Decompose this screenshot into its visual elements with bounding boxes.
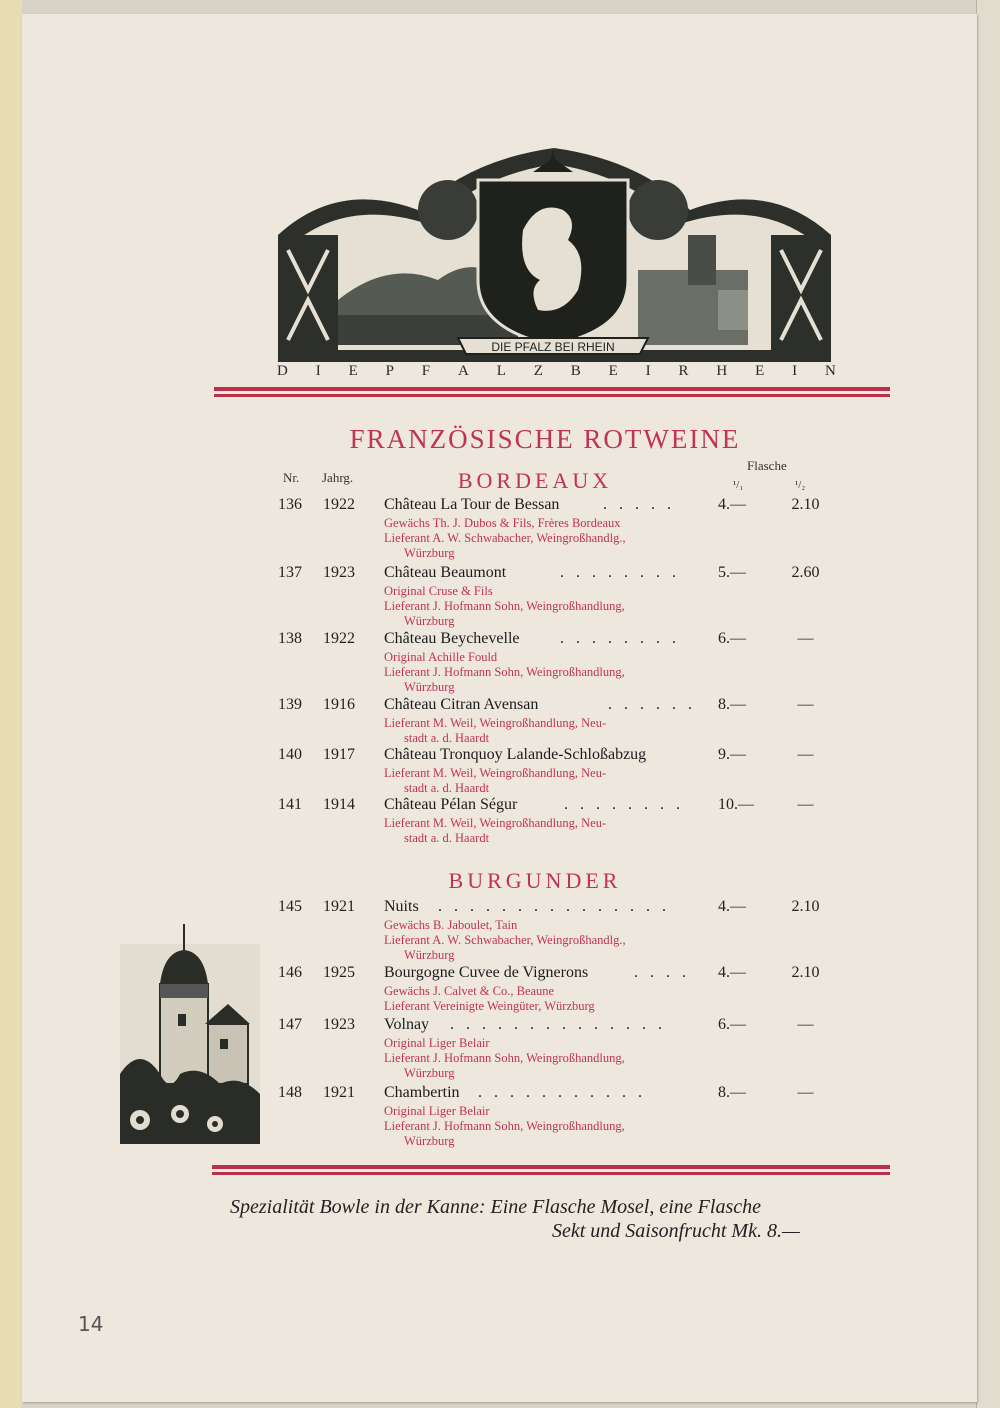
price-half-bottle: 2.10 bbox=[791, 898, 820, 915]
wine-details bbox=[384, 984, 595, 1014]
wine-name: Bourgogne Cuvee de Vignerons bbox=[384, 964, 589, 981]
wine-number: 140 bbox=[278, 746, 302, 763]
price-half-bottle: — bbox=[797, 796, 814, 813]
price-half-bottle: 2.60 bbox=[791, 564, 820, 581]
wine-details bbox=[384, 918, 626, 963]
price-half-bottle: — bbox=[797, 696, 814, 713]
wine-details bbox=[384, 650, 625, 695]
pfalz-caption bbox=[277, 363, 837, 383]
detail-line: Lieferant J. Hofmann Sohn, Weingroßhandlung, bbox=[384, 1119, 625, 1133]
detail-line: Lieferant Vereinigte Weingüter, Würzburg bbox=[384, 999, 595, 1013]
detail-line: Gewächs J. Calvet & Co., Beaune bbox=[384, 984, 555, 998]
wine-number: 139 bbox=[278, 696, 302, 713]
leader-dots: . . . . . . . . . . . . . . . bbox=[438, 898, 670, 915]
detail-line: Würzburg bbox=[404, 1134, 455, 1148]
wine-number: 145 bbox=[278, 898, 302, 915]
price-full-bottle: 4.— bbox=[718, 964, 746, 981]
caption-letter: D bbox=[277, 363, 289, 379]
detail-line: Gewächs B. Jaboulet, Tain bbox=[384, 918, 518, 932]
detail-line: Würzburg bbox=[404, 948, 455, 962]
wine-name: Château Tronquoy Lalande-Schloßabzug bbox=[384, 746, 647, 763]
detail-line: Lieferant A. W. Schwabacher, Weingroßhandlg., bbox=[384, 531, 626, 545]
wine-number: 136 bbox=[278, 496, 302, 513]
detail-line: stadt a. d. Haardt bbox=[404, 781, 490, 795]
wine-year: 1914 bbox=[323, 796, 355, 813]
leader-dots: . . . . . . . . . . . . . . bbox=[450, 1016, 666, 1033]
wine-name: Nuits bbox=[384, 898, 419, 915]
bottom-double-rule bbox=[212, 1165, 890, 1169]
left-binding-strip bbox=[0, 0, 22, 1408]
wine-number: 141 bbox=[278, 796, 302, 813]
wine-details bbox=[384, 716, 606, 746]
top-double-rule bbox=[214, 387, 890, 391]
price-full-bottle: 4.— bbox=[718, 898, 746, 915]
bottom-double-rule-second bbox=[212, 1172, 890, 1175]
next-page-edge bbox=[976, 0, 1000, 1408]
column-header-half: ¹/₂ bbox=[795, 479, 806, 491]
price-half-bottle: 2.10 bbox=[791, 964, 820, 981]
detail-line: Würzburg bbox=[404, 546, 455, 560]
detail-line: Original Liger Belair bbox=[384, 1036, 490, 1050]
pfalz-coat-of-arms-illustration bbox=[278, 140, 831, 362]
wine-year: 1921 bbox=[323, 1084, 355, 1101]
detail-line: Lieferant J. Hofmann Sohn, Weingroßhandlung, bbox=[384, 1051, 625, 1065]
leader-dots: . . . . bbox=[634, 964, 690, 981]
wine-year: 1923 bbox=[323, 564, 355, 581]
detail-line: stadt a. d. Haardt bbox=[404, 731, 490, 745]
column-header-full: ¹/₁ bbox=[733, 479, 744, 491]
caption-letter: I bbox=[315, 363, 322, 379]
wine-year: 1923 bbox=[323, 1016, 355, 1033]
wine-year: 1925 bbox=[323, 964, 355, 981]
caption-letter: R bbox=[678, 363, 690, 379]
price-full-bottle: 8.— bbox=[718, 1084, 746, 1101]
price-full-bottle: 6.— bbox=[718, 1016, 746, 1033]
column-header-bottle: Flasche bbox=[747, 458, 787, 473]
price-full-bottle: 4.— bbox=[718, 496, 746, 513]
caption-letter: P bbox=[385, 363, 395, 379]
castle-tower-illustration bbox=[120, 924, 260, 1144]
price-half-bottle: — bbox=[797, 746, 814, 763]
wine-number: 148 bbox=[278, 1084, 302, 1101]
caption-letter: F bbox=[421, 363, 432, 379]
wine-number: 138 bbox=[278, 630, 302, 647]
column-header-year: Jahrg. bbox=[322, 470, 354, 485]
wine-name: Château Pélan Ségur bbox=[384, 796, 518, 813]
leader-dots: . . . . . . bbox=[608, 696, 696, 713]
leader-dots: . . . . . . . . . . . bbox=[478, 1084, 646, 1101]
caption-letter: H bbox=[716, 363, 729, 379]
special-offer-line-1: Spezialität Bowle in der Kanne: Eine Flasche Mosel, eine Flasche bbox=[230, 1196, 761, 1218]
price-full-bottle: 5.— bbox=[718, 564, 746, 581]
price-full-bottle: 6.— bbox=[718, 630, 746, 647]
wine-number: 147 bbox=[278, 1016, 302, 1033]
price-half-bottle: — bbox=[797, 1084, 814, 1101]
leader-dots: . . . . . . . . bbox=[560, 564, 680, 581]
column-header-nr: Nr. bbox=[283, 470, 300, 485]
detail-line: Original Cruse & Fils bbox=[384, 584, 493, 598]
price-full-bottle: 8.— bbox=[718, 696, 746, 713]
wine-name: Château Beychevelle bbox=[384, 630, 520, 647]
wine-details bbox=[384, 816, 606, 846]
banner-text: DIE PFALZ BEI RHEIN bbox=[491, 340, 615, 354]
wine-details bbox=[384, 1036, 625, 1081]
wine-year: 1916 bbox=[323, 696, 355, 713]
detail-line: Lieferant J. Hofmann Sohn, Weingroßhandlung, bbox=[384, 665, 625, 679]
wine-number: 146 bbox=[278, 964, 302, 981]
detail-line: Lieferant M. Weil, Weingroßhandlung, Neu- bbox=[384, 716, 607, 730]
caption-letter: A bbox=[458, 363, 470, 379]
top-double-rule-second bbox=[214, 394, 890, 397]
wine-name: Volnay bbox=[384, 1016, 430, 1033]
price-full-bottle: 10.— bbox=[718, 796, 754, 813]
section-title-bordeaux: BORDEAUX bbox=[457, 468, 613, 493]
detail-line: stadt a. d. Haardt bbox=[404, 831, 490, 845]
wine-year: 1917 bbox=[323, 746, 355, 763]
caption-letter: I bbox=[792, 363, 799, 379]
detail-line: Würzburg bbox=[404, 614, 455, 628]
detail-line: Lieferant M. Weil, Weingroßhandlung, Neu- bbox=[384, 766, 607, 780]
detail-line: Gewächs Th. J. Dubos & Fils, Frères Bordeaux bbox=[384, 516, 621, 530]
leader-dots: . . . . . . . . bbox=[560, 630, 680, 647]
wine-name: Château La Tour de Bessan bbox=[384, 496, 560, 513]
price-half-bottle: — bbox=[797, 1016, 814, 1033]
detail-line: Lieferant M. Weil, Weingroßhandlung, Neu- bbox=[384, 816, 607, 830]
caption-letter: E bbox=[348, 363, 359, 379]
wine-details bbox=[384, 516, 626, 561]
page-title: FRANZÖSISCHE ROTWEINE bbox=[349, 424, 741, 454]
leader-dots: . . . . . . . . bbox=[564, 796, 684, 813]
detail-line: Original Liger Belair bbox=[384, 1104, 490, 1118]
price-half-bottle: 2.10 bbox=[791, 496, 820, 513]
price-full-bottle: 9.— bbox=[718, 746, 746, 763]
leader-dots: . . . . . bbox=[603, 496, 675, 513]
wine-year: 1921 bbox=[323, 898, 355, 915]
detail-line: Lieferant A. W. Schwabacher, Weingroßhandlg., bbox=[384, 933, 626, 947]
caption-letter: E bbox=[755, 363, 766, 379]
special-offer-line-2: Sekt und Saisonfrucht Mk. 8.— bbox=[552, 1220, 800, 1242]
detail-line: Würzburg bbox=[404, 680, 455, 694]
caption-letter: L bbox=[496, 363, 507, 379]
wine-name: Château Citran Avensan bbox=[384, 696, 539, 713]
caption-letter: Z bbox=[533, 363, 544, 379]
wine-details bbox=[384, 766, 606, 796]
wine-year: 1922 bbox=[323, 630, 355, 647]
caption-letter: I bbox=[645, 363, 652, 379]
detail-line: Original Achille Fould bbox=[384, 650, 498, 664]
detail-line: Würzburg bbox=[404, 1066, 455, 1080]
caption-letter: N bbox=[825, 363, 837, 379]
wine-details bbox=[384, 1104, 625, 1149]
handwritten-page-number: 14 bbox=[78, 1312, 104, 1336]
caption-letter: B bbox=[570, 363, 582, 379]
detail-line: Lieferant J. Hofmann Sohn, Weingroßhandlung, bbox=[384, 599, 625, 613]
section-title-burgunder: BURGUNDER bbox=[448, 868, 622, 893]
caption-letter: E bbox=[608, 363, 619, 379]
wine-name: Château Beaumont bbox=[384, 564, 507, 581]
wine-year: 1922 bbox=[323, 496, 355, 513]
wine-details bbox=[384, 584, 625, 629]
price-half-bottle: — bbox=[797, 630, 814, 647]
wine-name: Chambertin bbox=[384, 1084, 460, 1101]
wine-number: 137 bbox=[278, 564, 302, 581]
